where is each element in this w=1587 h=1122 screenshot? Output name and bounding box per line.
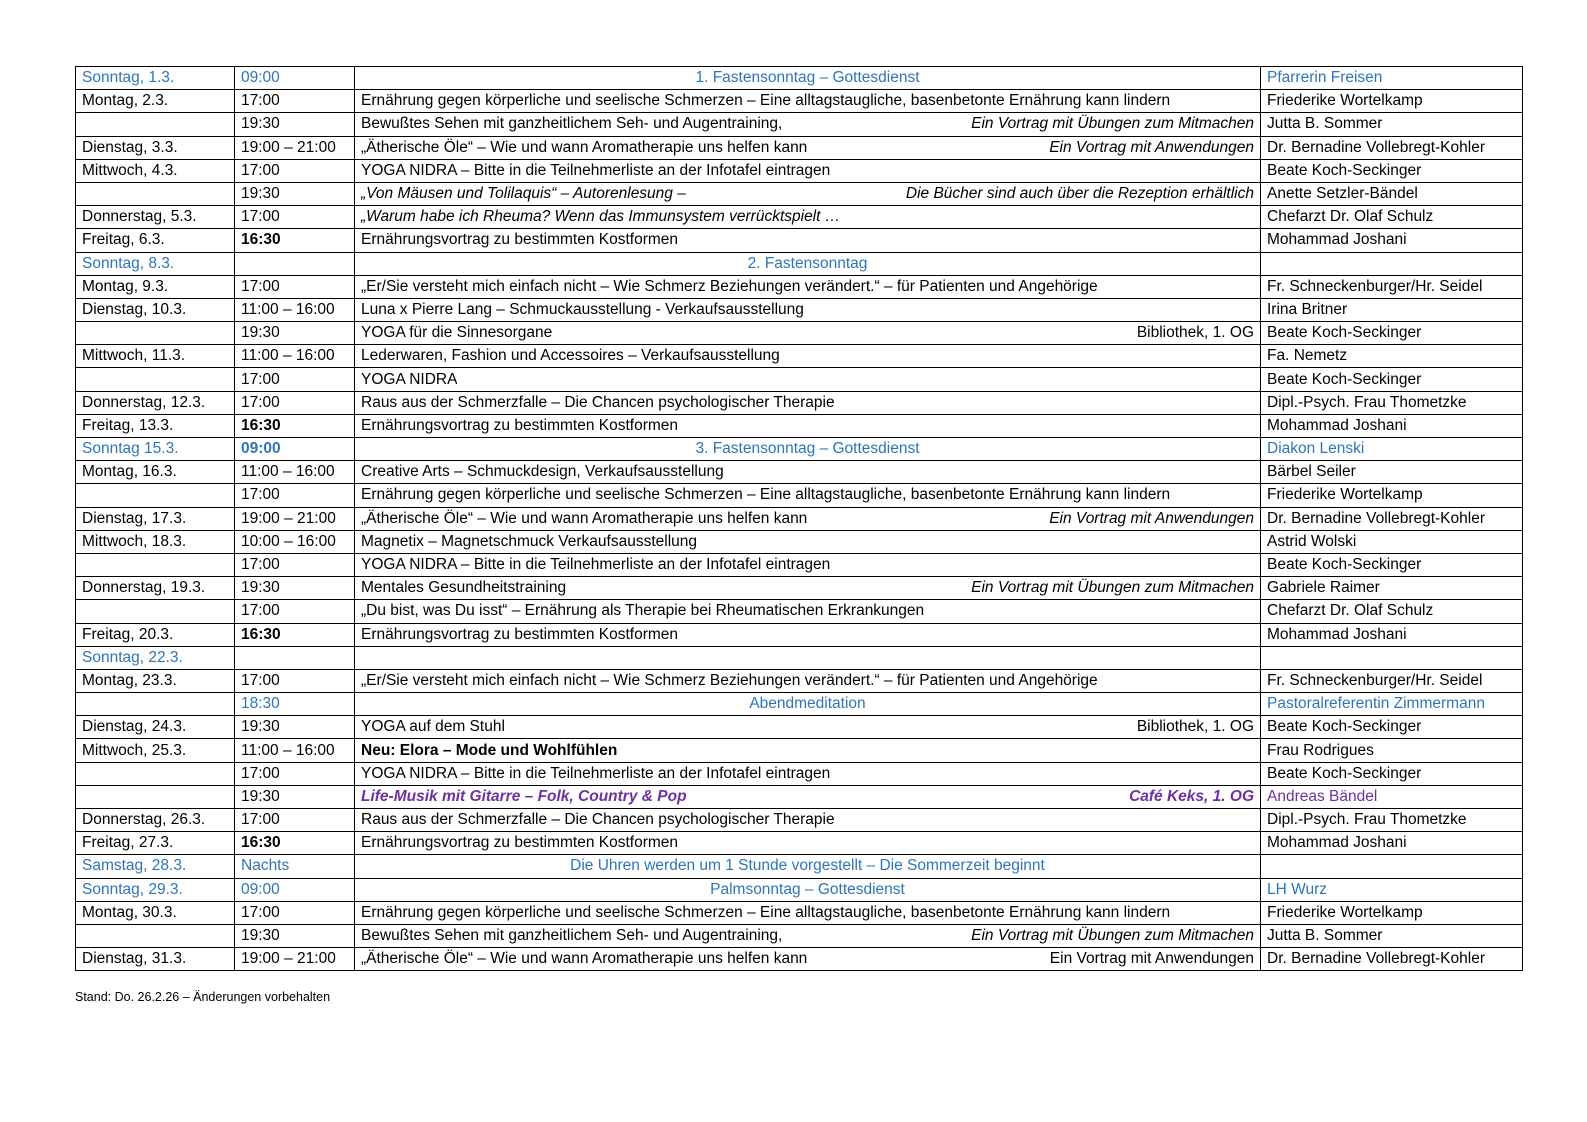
table-row — [76, 438, 1523, 461]
person-cell: Friederike Wortelkamp — [1261, 901, 1523, 924]
time-cell: 09:00 — [235, 67, 355, 90]
person-cell: Irina Britner — [1261, 298, 1523, 321]
event-title: „Ätherische Öle“ – Wie und wann Aromatherapie uns helfen kann — [361, 950, 808, 968]
date-cell — [76, 322, 235, 345]
event-title: Ernährung gegen körperliche und seelische Schmerzen – Eine alltagstaugliche, basenbetonte Ernährung kann lindern — [361, 903, 1171, 921]
date-cell: Sonntag 15.3. — [76, 438, 235, 461]
person-cell: Beate Koch-Seckinger — [1261, 553, 1523, 576]
event-cell — [355, 716, 1261, 739]
time-cell: 17:00 — [235, 600, 355, 623]
time-cell: 17:00 — [235, 275, 355, 298]
time-cell: 19:30 — [235, 577, 355, 600]
time-cell: 17:00 — [235, 762, 355, 785]
date-cell: Sonntag, 8.3. — [76, 252, 235, 275]
table-row — [76, 530, 1523, 553]
event-cell — [355, 669, 1261, 692]
person-cell: Mohammad Joshani — [1261, 832, 1523, 855]
person-cell: Friederike Wortelkamp — [1261, 90, 1523, 113]
footer-status: Stand: Do. 26.2.26 – Änderungen vorbehalten — [75, 990, 331, 1004]
event-title: Ernährung gegen körperliche und seelische Schmerzen – Eine alltagstaugliche, basenbetonte Ernährung kann lindern — [361, 486, 1171, 504]
table-row — [76, 484, 1523, 507]
date-cell: Montag, 30.3. — [76, 901, 235, 924]
time-cell: 19:30 — [235, 924, 355, 947]
event-cell — [355, 948, 1261, 971]
event-cell — [355, 507, 1261, 530]
time-cell: 17:00 — [235, 368, 355, 391]
event-cell — [355, 345, 1261, 368]
event-title: YOGA für die Sinnesorgane — [361, 324, 553, 342]
person-cell: Friederike Wortelkamp — [1261, 484, 1523, 507]
event-note: Ein Vortrag mit Übungen zum Mitmachen — [971, 579, 1254, 597]
time-cell: 17:00 — [235, 553, 355, 576]
table-row — [76, 67, 1523, 90]
date-cell: Montag, 23.3. — [76, 669, 235, 692]
date-cell: Mittwoch, 11.3. — [76, 345, 235, 368]
event-title: Creative Arts – Schmuckdesign, Verkaufsausstellung — [361, 463, 724, 481]
event-cell: Abendmeditation — [355, 693, 1261, 716]
schedule-body — [76, 67, 1523, 971]
event-title: YOGA NIDRA — [361, 370, 458, 388]
table-row — [76, 577, 1523, 600]
time-cell: 09:00 — [235, 878, 355, 901]
event-note: Bibliothek, 1. OG — [1136, 718, 1254, 736]
person-cell: Beate Koch-Seckinger — [1261, 159, 1523, 182]
time-cell — [235, 252, 355, 275]
table-row — [76, 322, 1523, 345]
person-cell: Pfarrerin Freisen — [1261, 67, 1523, 90]
event-cell — [355, 90, 1261, 113]
date-cell — [76, 368, 235, 391]
time-cell: 11:00 – 16:00 — [235, 298, 355, 321]
event-cell — [355, 391, 1261, 414]
time-cell: 19:00 – 21:00 — [235, 136, 355, 159]
date-cell: Freitag, 27.3. — [76, 832, 235, 855]
event-cell — [355, 182, 1261, 205]
table-row — [76, 785, 1523, 808]
event-note: Ein Vortrag mit Anwendungen — [1049, 138, 1254, 156]
time-cell: 17:00 — [235, 484, 355, 507]
person-cell: Mohammad Joshani — [1261, 414, 1523, 437]
person-cell: Frau Rodrigues — [1261, 739, 1523, 762]
date-cell: Dienstag, 17.3. — [76, 507, 235, 530]
person-cell: Mohammad Joshani — [1261, 623, 1523, 646]
event-title: Ernährungsvortrag zu bestimmten Kostformen — [361, 416, 679, 434]
person-cell: Beate Koch-Seckinger — [1261, 762, 1523, 785]
table-row — [76, 809, 1523, 832]
table-row — [76, 90, 1523, 113]
event-title: Neu: Elora – Mode und Wohlfühlen — [361, 741, 618, 759]
table-row — [76, 553, 1523, 576]
event-cell — [355, 832, 1261, 855]
date-cell — [76, 113, 235, 136]
event-note: Ein Vortrag mit Übungen zum Mitmachen — [971, 927, 1254, 945]
person-cell: Beate Koch-Seckinger — [1261, 716, 1523, 739]
person-cell: Fr. Schneckenburger/Hr. Seidel — [1261, 275, 1523, 298]
person-cell: Chefarzt Dr. Olaf Schulz — [1261, 600, 1523, 623]
event-title: „Er/Sie versteht mich einfach nicht – Wie Schmerz Beziehungen verändert.“ – für Patienten und Angehörige — [361, 671, 1098, 689]
table-row — [76, 159, 1523, 182]
table-row — [76, 391, 1523, 414]
event-cell — [355, 113, 1261, 136]
date-cell: Montag, 16.3. — [76, 461, 235, 484]
event-cell — [355, 484, 1261, 507]
event-title: Raus aus der Schmerzfalle – Die Chancen psychologischer Therapie — [361, 811, 835, 829]
date-cell: Dienstag, 24.3. — [76, 716, 235, 739]
event-cell — [355, 809, 1261, 832]
event-title: „Ätherische Öle“ – Wie und wann Aromatherapie uns helfen kann — [361, 509, 808, 527]
table-row — [76, 275, 1523, 298]
table-row — [76, 136, 1523, 159]
event-cell — [355, 553, 1261, 576]
table-row — [76, 182, 1523, 205]
date-cell: Sonntag, 1.3. — [76, 67, 235, 90]
event-cell — [355, 623, 1261, 646]
date-cell: Dienstag, 10.3. — [76, 298, 235, 321]
time-cell: 18:30 — [235, 693, 355, 716]
person-cell: Fr. Schneckenburger/Hr. Seidel — [1261, 669, 1523, 692]
table-row — [76, 507, 1523, 530]
date-cell: Donnerstag, 26.3. — [76, 809, 235, 832]
table-row — [76, 878, 1523, 901]
person-cell: Beate Koch-Seckinger — [1261, 368, 1523, 391]
person-cell: Diakon Lenski — [1261, 438, 1523, 461]
person-cell: Gabriele Raimer — [1261, 577, 1523, 600]
time-cell: 19:30 — [235, 322, 355, 345]
table-row — [76, 739, 1523, 762]
event-title: „Ätherische Öle“ – Wie und wann Aromatherapie uns helfen kann — [361, 138, 808, 156]
event-cell: 3. Fastensonntag – Gottesdienst — [355, 438, 1261, 461]
table-row — [76, 461, 1523, 484]
event-schedule-table — [75, 66, 1523, 971]
table-row — [76, 298, 1523, 321]
table-row — [76, 693, 1523, 716]
date-cell: Montag, 2.3. — [76, 90, 235, 113]
time-cell: 17:00 — [235, 809, 355, 832]
date-cell: Sonntag, 29.3. — [76, 878, 235, 901]
date-cell: Donnerstag, 5.3. — [76, 206, 235, 229]
person-cell: Jutta B. Sommer — [1261, 924, 1523, 947]
event-cell — [355, 530, 1261, 553]
table-row — [76, 762, 1523, 785]
event-cell — [355, 785, 1261, 808]
date-cell: Samstag, 28.3. — [76, 855, 235, 878]
date-cell — [76, 553, 235, 576]
event-title: Ernährung gegen körperliche und seelische Schmerzen – Eine alltagstaugliche, basenbetonte Ernährung kann lindern — [361, 92, 1171, 110]
event-title: Lederwaren, Fashion und Accessoires – Verkaufsausstellung — [361, 347, 780, 365]
table-row — [76, 948, 1523, 971]
time-cell: 17:00 — [235, 90, 355, 113]
date-cell: Dienstag, 31.3. — [76, 948, 235, 971]
person-cell: Dr. Bernadine Vollebregt-Kohler — [1261, 136, 1523, 159]
date-cell: Freitag, 20.3. — [76, 623, 235, 646]
table-row — [76, 113, 1523, 136]
event-title: „Warum habe ich Rheuma? Wenn das Immunsystem verrücktspielt … — [361, 208, 841, 226]
date-cell: Sonntag, 22.3. — [76, 646, 235, 669]
person-cell: Astrid Wolski — [1261, 530, 1523, 553]
time-cell: 17:00 — [235, 159, 355, 182]
time-cell: 16:30 — [235, 832, 355, 855]
date-cell: Donnerstag, 19.3. — [76, 577, 235, 600]
table-row — [76, 414, 1523, 437]
time-cell: 17:00 — [235, 391, 355, 414]
event-cell: Die Uhren werden um 1 Stunde vorgestellt – Die Sommerzeit beginnt — [355, 855, 1261, 878]
table-row — [76, 646, 1523, 669]
event-cell — [355, 901, 1261, 924]
event-note: Die Bücher sind auch über die Rezeption erhältlich — [905, 185, 1254, 203]
person-cell — [1261, 252, 1523, 275]
date-cell: Freitag, 6.3. — [76, 229, 235, 252]
event-title: Bewußtes Sehen mit ganzheitlichem Seh- und Augentraining, — [361, 115, 783, 133]
person-cell: Anette Setzler-Bändel — [1261, 182, 1523, 205]
table-row — [76, 924, 1523, 947]
event-cell — [355, 646, 1261, 669]
time-cell: 16:30 — [235, 623, 355, 646]
event-title: „Er/Sie versteht mich einfach nicht – Wie Schmerz Beziehungen verändert.“ – für Patienten und Angehörige — [361, 277, 1098, 295]
time-cell: 16:30 — [235, 229, 355, 252]
event-cell — [355, 206, 1261, 229]
event-title: Magnetix – Magnetschmuck Verkaufsausstellung — [361, 532, 698, 550]
person-cell: Jutta B. Sommer — [1261, 113, 1523, 136]
person-cell: Chefarzt Dr. Olaf Schulz — [1261, 206, 1523, 229]
person-cell: Beate Koch-Seckinger — [1261, 322, 1523, 345]
time-cell: 11:00 – 16:00 — [235, 345, 355, 368]
time-cell: 17:00 — [235, 669, 355, 692]
event-cell — [355, 739, 1261, 762]
person-cell — [1261, 646, 1523, 669]
event-cell — [355, 414, 1261, 437]
time-cell: 17:00 — [235, 901, 355, 924]
event-title: YOGA auf dem Stuhl — [361, 718, 505, 736]
event-title: Bewußtes Sehen mit ganzheitlichem Seh- und Augentraining, — [361, 927, 783, 945]
person-cell: Dr. Bernadine Vollebregt-Kohler — [1261, 507, 1523, 530]
event-title: Raus aus der Schmerzfalle – Die Chancen psychologischer Therapie — [361, 393, 835, 411]
event-note: Ein Vortrag mit Anwendungen — [1049, 950, 1254, 968]
table-row — [76, 368, 1523, 391]
event-title: YOGA NIDRA – Bitte in die Teilnehmerliste an der Infotafel eintragen — [361, 556, 831, 574]
event-cell — [355, 322, 1261, 345]
event-title: Luna x Pierre Lang – Schmuckausstellung - Verkaufsausstellung — [361, 300, 804, 318]
event-note: Café Keks, 1. OG — [1129, 787, 1254, 805]
table-row — [76, 600, 1523, 623]
person-cell: Mohammad Joshani — [1261, 229, 1523, 252]
time-cell: 19:30 — [235, 785, 355, 808]
person-cell: Dipl.-Psych. Frau Thometzke — [1261, 391, 1523, 414]
table-row — [76, 855, 1523, 878]
person-cell: Bärbel Seiler — [1261, 461, 1523, 484]
event-cell — [355, 924, 1261, 947]
table-row — [76, 252, 1523, 275]
date-cell: Montag, 9.3. — [76, 275, 235, 298]
time-cell: 16:30 — [235, 414, 355, 437]
event-title: Ernährungsvortrag zu bestimmten Kostformen — [361, 834, 679, 852]
person-cell: Fa. Nemetz — [1261, 345, 1523, 368]
time-cell — [235, 646, 355, 669]
event-title: Life-Musik mit Gitarre – Folk, Country & Pop — [361, 787, 687, 805]
event-cell — [355, 136, 1261, 159]
event-note: Bibliothek, 1. OG — [1136, 324, 1254, 342]
event-title: YOGA NIDRA – Bitte in die Teilnehmerliste an der Infotafel eintragen — [361, 161, 831, 179]
event-cell — [355, 600, 1261, 623]
date-cell — [76, 785, 235, 808]
date-cell: Freitag, 13.3. — [76, 414, 235, 437]
table-row — [76, 832, 1523, 855]
event-cell: Palmsonntag – Gottesdienst — [355, 878, 1261, 901]
table-row — [76, 229, 1523, 252]
date-cell: Dienstag, 3.3. — [76, 136, 235, 159]
date-cell: Mittwoch, 25.3. — [76, 739, 235, 762]
event-cell — [355, 298, 1261, 321]
time-cell: 19:00 – 21:00 — [235, 507, 355, 530]
table-row — [76, 206, 1523, 229]
event-cell — [355, 275, 1261, 298]
table-row — [76, 623, 1523, 646]
person-cell: LH Wurz — [1261, 878, 1523, 901]
time-cell: Nachts — [235, 855, 355, 878]
time-cell: 17:00 — [235, 206, 355, 229]
event-title: „Von Mäusen und Tolilaquis“ – Autorenlesung – — [361, 185, 686, 203]
event-cell — [355, 368, 1261, 391]
person-cell: Andreas Bändel — [1261, 785, 1523, 808]
person-cell: Dipl.-Psych. Frau Thometzke — [1261, 809, 1523, 832]
table-row — [76, 716, 1523, 739]
event-cell — [355, 159, 1261, 182]
date-cell — [76, 600, 235, 623]
event-title: Mentales Gesundheitstraining — [361, 579, 567, 597]
table-row — [76, 669, 1523, 692]
time-cell: 19:30 — [235, 716, 355, 739]
event-title: YOGA NIDRA – Bitte in die Teilnehmerliste an der Infotafel eintragen — [361, 764, 831, 782]
time-cell: 10:00 – 16:00 — [235, 530, 355, 553]
date-cell — [76, 762, 235, 785]
date-cell: Mittwoch, 4.3. — [76, 159, 235, 182]
date-cell — [76, 484, 235, 507]
date-cell — [76, 182, 235, 205]
event-title: Ernährungsvortrag zu bestimmten Kostformen — [361, 231, 679, 249]
date-cell: Mittwoch, 18.3. — [76, 530, 235, 553]
event-cell: 1. Fastensonntag – Gottesdienst — [355, 67, 1261, 90]
date-cell — [76, 693, 235, 716]
event-cell: 2. Fastensonntag — [355, 252, 1261, 275]
event-note: Ein Vortrag mit Anwendungen — [1049, 509, 1254, 527]
person-cell: Dr. Bernadine Vollebregt-Kohler — [1261, 948, 1523, 971]
person-cell — [1261, 855, 1523, 878]
time-cell: 19:00 – 21:00 — [235, 948, 355, 971]
time-cell: 19:30 — [235, 182, 355, 205]
table-row — [76, 901, 1523, 924]
event-cell — [355, 577, 1261, 600]
event-title: „Du bist, was Du isst“ – Ernährung als Therapie bei Rheumatischen Erkrankungen — [361, 602, 925, 620]
event-cell — [355, 762, 1261, 785]
date-cell: Donnerstag, 12.3. — [76, 391, 235, 414]
time-cell: 09:00 — [235, 438, 355, 461]
time-cell: 11:00 – 16:00 — [235, 461, 355, 484]
table-row — [76, 345, 1523, 368]
event-title: Ernährungsvortrag zu bestimmten Kostformen — [361, 625, 679, 643]
date-cell — [76, 924, 235, 947]
time-cell: 19:30 — [235, 113, 355, 136]
event-cell — [355, 461, 1261, 484]
person-cell: Pastoralreferentin Zimmermann — [1261, 693, 1523, 716]
event-note: Ein Vortrag mit Übungen zum Mitmachen — [971, 115, 1254, 133]
event-cell — [355, 229, 1261, 252]
time-cell: 11:00 – 16:00 — [235, 739, 355, 762]
